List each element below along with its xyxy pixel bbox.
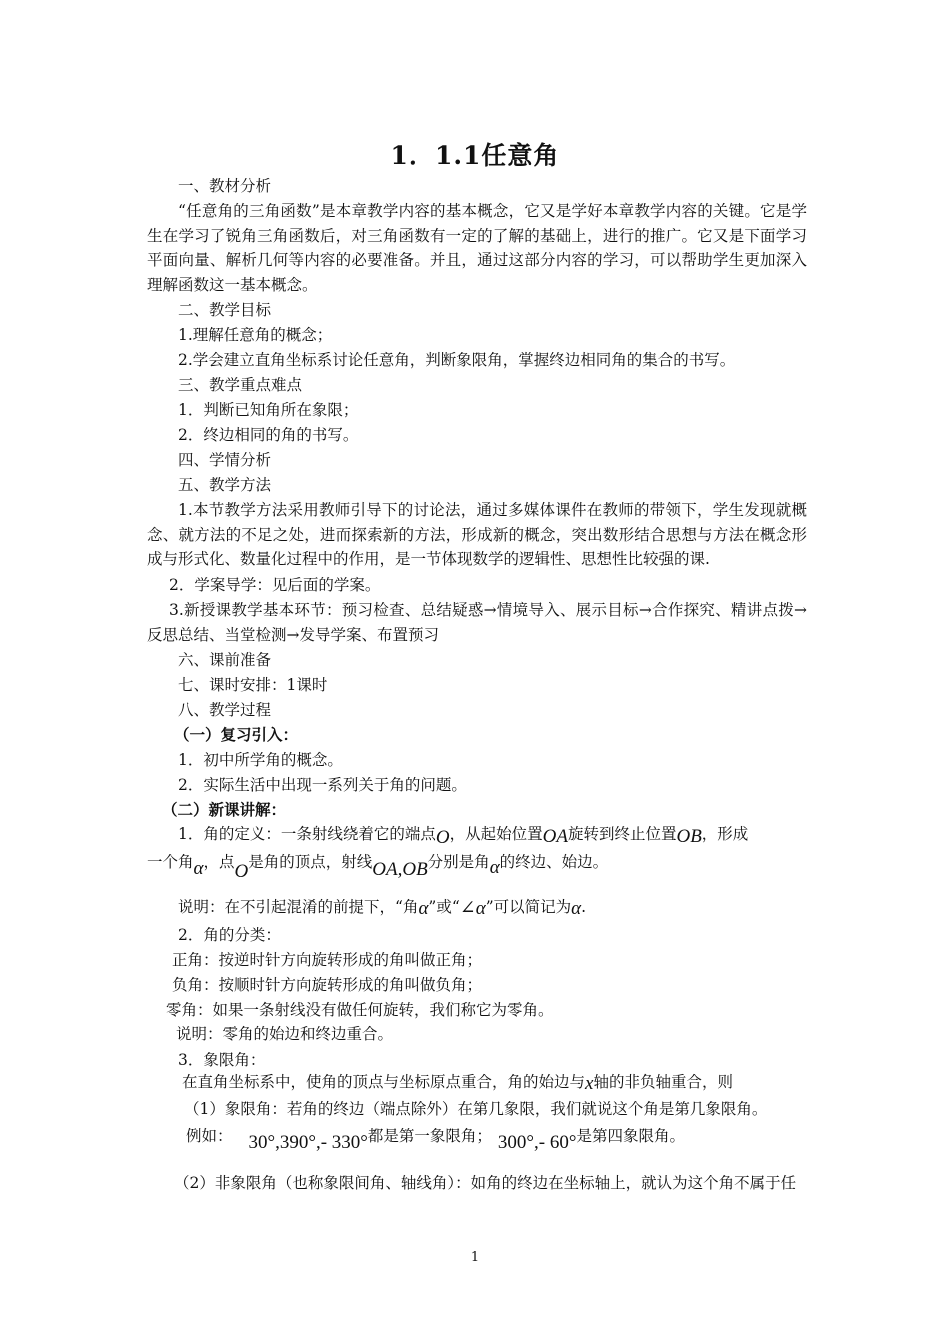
alpha-symbol-2: α [489,857,500,878]
quad-intro-text-2: 轴的非负轴重合，则 [593,1073,733,1091]
section-heading-1: 一、教材分析 [178,177,272,195]
non-quadrant-angle: （2）非象限角（也称象限间角、轴线角）：如角的终边在坐标轴上，就认为这个角不属于任 [174,1174,797,1192]
angle-definition-line-2 [147,852,609,882]
first-quadrant-angles: 30°,390°,- 330° [248,1132,368,1153]
def-text-1: 1．角的定义：一条射线绕着它的端点 [178,825,436,843]
review-heading: （一）复习引入： [174,725,299,744]
def-text-8: 分别是角 [427,853,490,871]
point-o-symbol: O [435,827,450,848]
review-item-2: 2．实际生活中出现一系列关于角的问题。 [178,776,467,794]
angle-definition-line-1 [178,824,749,848]
section-heading-3: 三、教学重点难点 [178,376,303,394]
note-text-1: 说明：在不引起混淆的前提下，“角 [178,898,419,916]
section-heading-7: 七、课时安排：1课时 [178,676,328,694]
section-heading-5: 五、教学方法 [178,476,272,494]
quadrant-definition: （1）象限角：若角的终边（端点除外）在第几象限，我们就说这个角是第几象限角。 [184,1100,768,1118]
section-heading-4: 四、学情分析 [178,451,272,469]
section-heading-6: 六、课前准备 [178,651,272,669]
method-paragraph-3: 3.新授课教学基本环节：预习检查、总结疑惑→情境导入、展示目标→合作探究、精讲点拨→反思总结、当堂检测→发导学案、布置预习 [147,601,807,644]
example-text-3: 是第四象限角。 [576,1127,685,1145]
quadrant-example [186,1126,685,1153]
note-text-4: . [581,898,587,916]
goal-item-2: 2.学会建立直角坐标系讨论任意角，判断象限角，掌握终边相同角的集合的书写。 [178,351,736,369]
zero-angle-item: 零角：如果一条射线没有做任何旋转，我们称它为零角。 [166,1001,554,1019]
method-item-2: 2．学案导学：见后面的学案。 [169,576,381,594]
vertex-o-symbol: O [234,861,249,882]
ray-ob-symbol: OB [676,826,702,847]
goal-item-1: 1.理解任意角的概念； [178,326,333,344]
example-text-2: 都是第一象限角； [367,1127,492,1145]
zero-angle-note: 说明：零角的始边和终边重合。 [176,1025,394,1043]
alpha-symbol: α [193,858,204,879]
section-heading-2: 二、教学目标 [178,301,272,319]
quadrant-intro [182,1072,733,1092]
alpha-symbol-4: α [571,898,582,919]
section-heading-8: 八、教学过程 [178,701,272,719]
key-point-1: 1．判断已知角所在象限； [178,401,359,419]
def-text-7: 是角的顶点，射线 [248,853,373,871]
def-text-3: 旋转到终止位置 [567,825,677,843]
def-text-4: ，形成 [701,825,749,843]
positive-angle-item: 正角：按逆时针方向旋转形成的角叫做正角； [172,951,483,969]
def-text-2: ，从起始位置 [449,825,543,843]
key-point-2: 2．终边相同的角的书写。 [178,426,359,444]
alpha-symbol-3: α [418,898,429,919]
new-lesson-heading: （二）新课讲解： [162,800,287,819]
ray-oa-symbol: OA [542,826,568,847]
def-text-9: 的终边、始边。 [499,853,609,871]
example-text-1: 例如： [186,1127,233,1145]
fourth-quadrant-angles: 300°,- 60° [497,1132,577,1153]
angle-alpha-symbol: ∠α [459,898,486,919]
note-text-3: ”可以简记为 [485,898,572,916]
review-item-1: 1．初中所学角的概念。 [178,751,343,769]
def-text-5: 一个角 [147,853,194,871]
notation-note [178,897,586,917]
x-axis-symbol: x [585,1073,594,1094]
note-text-2: ”或“ [428,898,460,916]
quad-intro-text-1: 在直角坐标系中，使角的顶点与坐标原点重合，角的始边与 [182,1073,586,1091]
rays-oa-ob-symbol: OA,OB [372,859,428,880]
negative-angle-item: 负角：按顺时针方向旋转形成的角叫做负角； [172,976,483,994]
section-1-paragraph: “任意角的三角函数”是本章教学内容的基本概念，它又是学好本章教学内容的关键。它是学生在学习了锐角三角函数后，对三角函数有一定的了解的基础上，进行的推广。它又是下面学习平面向量、解析几何等内容的必要准备。并且，通过这部分内容的学习，可以帮助学生更加深入理解函数这一基本概念。 [147,202,807,295]
def-text-6: ，点 [203,853,235,871]
page-title: 1．1.1任意角 [390,141,560,170]
classification-heading: 2．角的分类： [178,926,281,944]
page-number: 1 [470,1250,480,1265]
quadrant-angle-heading: 3．象限角： [178,1051,266,1069]
method-paragraph-1: 1.本节教学方法采用教师引导下的讨论法，通过多媒体课件在教师的带领下，学生发现就概念、就方法的不足之处，进而探索新的方法，形成新的概念，突出数形结合思想与方法在概念形成与形式化、数量化过程中的作用，是一节体现数学的逻辑性、思想性比较强的课. [147,501,807,569]
